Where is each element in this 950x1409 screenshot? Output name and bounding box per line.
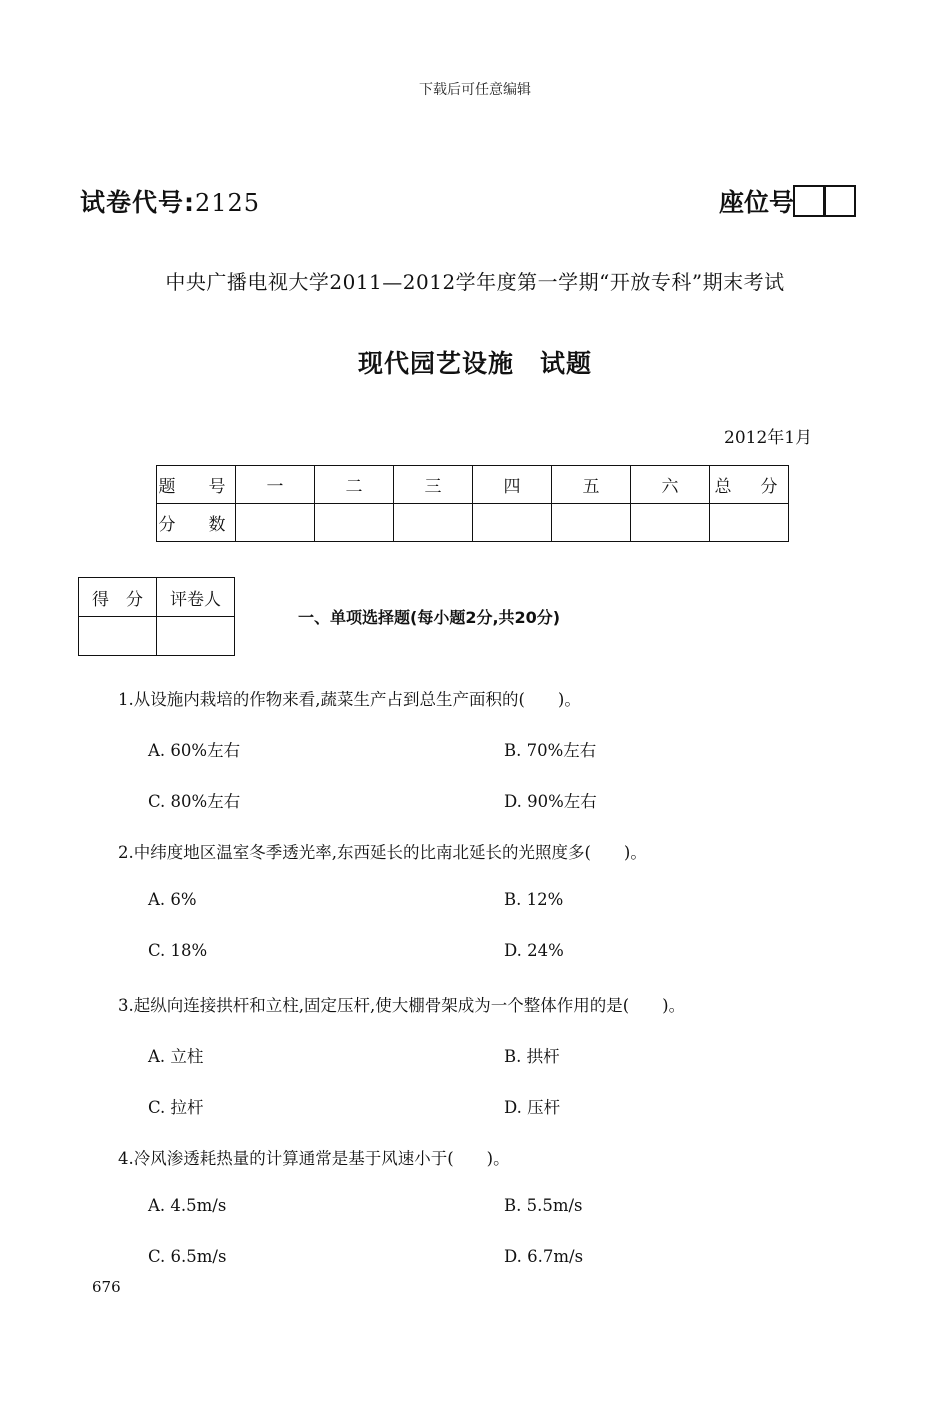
seat-box-1: [793, 185, 825, 217]
question-3-option-a: A. 立柱: [148, 1047, 204, 1066]
question-2-option-b: B. 12%: [504, 890, 564, 909]
score-cell-label: 题 号: [157, 466, 236, 504]
grader-score-value: [79, 617, 157, 656]
page-number: 676: [92, 1278, 121, 1296]
score-table: [156, 465, 789, 542]
question-3-option-c: C. 拉杆: [148, 1098, 204, 1117]
exam-title: 现代园艺设施 试题: [357, 349, 592, 378]
question-2: 2.中纬度地区温室冬季透光率,东西延长的比南北延长的光照度多( )。: [118, 843, 647, 862]
score-value-6: [631, 504, 710, 542]
grader-value-row: [79, 617, 235, 656]
score-value-3: [394, 504, 473, 542]
score-value-4: [473, 504, 552, 542]
score-cell-4: 四: [473, 466, 552, 504]
question-2-option-d: D. 24%: [504, 941, 564, 960]
score-value-1: [236, 504, 315, 542]
exam-code-label: 试卷代号:: [80, 188, 195, 217]
seat-box-2: [824, 185, 856, 217]
score-value-2: [315, 504, 394, 542]
score-value-5: [552, 504, 631, 542]
score-cell-1: 一: [236, 466, 315, 504]
grader-table: [78, 577, 235, 656]
grader-name-value: [157, 617, 235, 656]
score-cell-5: 五: [552, 466, 631, 504]
score-row-label: 分 数: [157, 504, 236, 542]
exam-code: [80, 183, 260, 219]
score-cell-2: 二: [315, 466, 394, 504]
question-4-option-a: A. 4.5m/s: [148, 1196, 227, 1215]
question-1-option-a: A. 60%左右: [148, 741, 241, 760]
score-cell-6: 六: [631, 466, 710, 504]
question-4-option-c: C. 6.5m/s: [148, 1247, 227, 1266]
question-1: 1.从设施内栽培的作物来看,蔬菜生产占到总生产面积的( )。: [118, 690, 581, 709]
seat-number-label: 座位号: [719, 188, 795, 217]
question-3-option-b: B. 拱杆: [504, 1047, 560, 1066]
grader-name-label: 评卷人: [157, 578, 235, 617]
question-1-option-d: D. 90%左右: [504, 792, 597, 811]
question-1-option-c: C. 80%左右: [148, 792, 241, 811]
exam-code-value: 2125: [195, 189, 261, 217]
section-heading: 一、单项选择题(每小题2分,共20分): [298, 608, 561, 627]
score-cell-total: 总 分: [710, 466, 789, 504]
question-2-option-c: C. 18%: [148, 941, 208, 960]
question-4-option-d: D. 6.7m/s: [504, 1247, 584, 1266]
seat-number: [719, 183, 856, 219]
exam-date: 2012年1月: [724, 428, 813, 448]
watermark-text: 下载后可任意编辑: [419, 82, 531, 98]
score-table-header-row: [157, 466, 789, 504]
score-cell-3: 三: [394, 466, 473, 504]
question-4-option-b: B. 5.5m/s: [504, 1196, 583, 1215]
exam-subtitle: 中央广播电视大学2011—2012学年度第一学期“开放专科”期末考试: [165, 270, 785, 294]
question-1-option-b: B. 70%左右: [504, 741, 597, 760]
question-2-option-a: A. 6%: [148, 890, 197, 909]
grader-score-label: 得 分: [79, 578, 157, 617]
score-value-total: [710, 504, 789, 542]
grader-header-row: [79, 578, 235, 617]
question-3-option-d: D. 压杆: [504, 1098, 561, 1117]
question-4: 4.冷风渗透耗热量的计算通常是基于风速小于( )。: [118, 1149, 510, 1168]
question-3: 3.起纵向连接拱杆和立柱,固定压杆,使大棚骨架成为一个整体作用的是( )。: [118, 996, 686, 1015]
score-table-value-row: [157, 504, 789, 542]
